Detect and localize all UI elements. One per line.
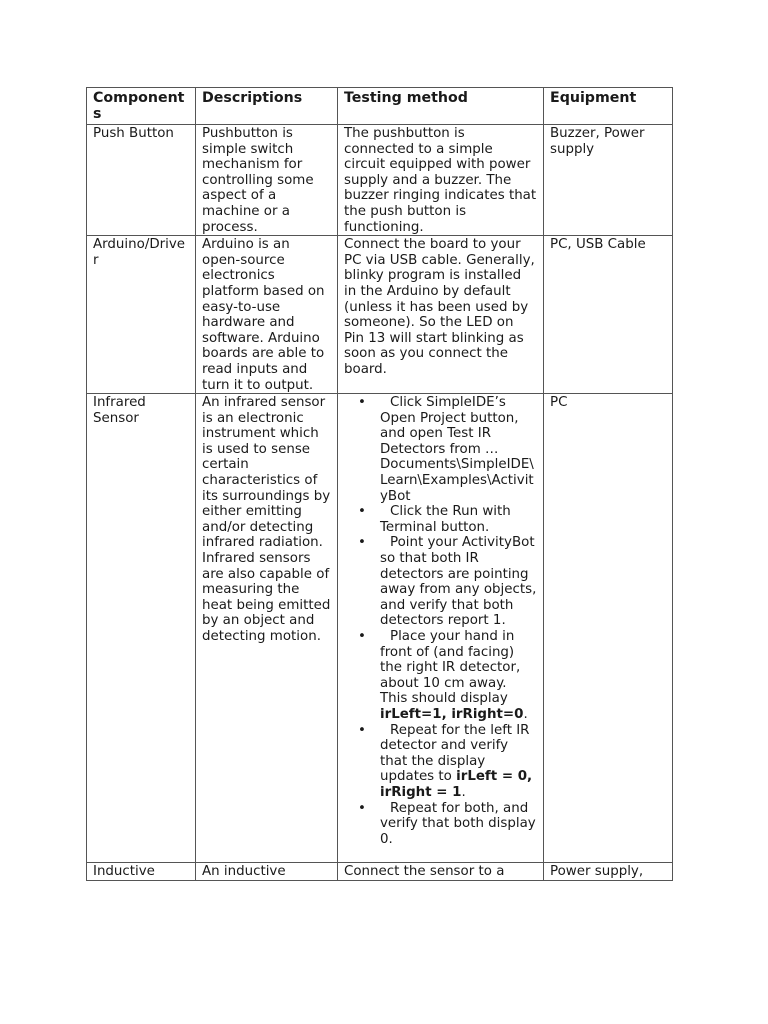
bullet-icon: • xyxy=(358,800,366,816)
step-text-after: . xyxy=(461,784,466,800)
table-header-row xyxy=(87,88,673,125)
cell-equipment: Buzzer, Power supply xyxy=(544,125,673,236)
step-text: Click the Run with Terminal button. xyxy=(380,504,511,535)
list-item xyxy=(344,395,537,504)
table-row xyxy=(87,125,673,236)
components-table xyxy=(86,87,673,881)
table-row xyxy=(87,236,673,394)
step-text: Click SimpleIDE’s Open Project button, and open Test IR Detectors from …Documents\SimpleIDE\Learn\Examples\ActivityBot xyxy=(380,395,534,504)
ir-test-steps-list xyxy=(344,395,537,847)
cell-equipment: PC, USB Cable xyxy=(544,236,673,394)
table-row xyxy=(87,394,673,863)
cell-component: Push Button xyxy=(87,125,196,236)
bullet-icon: • xyxy=(358,395,366,411)
cell-equipment: Power supply, xyxy=(544,863,673,881)
cell-description: Arduino is an open-source electronics platform based on easy-to-use hardware and software. Arduino boards are able to read inputs and turn it to output. xyxy=(196,236,338,394)
cell-description: An infrared sensor is an electronic instrument which is used to sense certain characteristics of its surroundings by either emitting and/or detecting infrared radiation. Infrared sensors are also capable of measuring the heat being emitted by an object and detecting motion. xyxy=(196,394,338,863)
header-testing-method: Testing method xyxy=(338,88,544,125)
spacer xyxy=(344,847,537,862)
list-item xyxy=(344,723,537,801)
cell-equipment: PC xyxy=(544,394,673,863)
step-text: Place your hand in front of (and facing) the right IR detector, about 10 cm away. This should display xyxy=(380,629,521,707)
list-item xyxy=(344,504,537,535)
cell-testing-method xyxy=(338,394,544,863)
bullet-icon: • xyxy=(358,629,366,644)
cell-description: Pushbutton is simple switch mechanism for controlling some aspect of a machine or a process. xyxy=(196,125,338,236)
cell-testing-method: Connect the board to your PC via USB cable. Generally, blinky program is installed in the Arduino by default (unless it has been used by someone). So the LED on Pin 13 will start blinking as soon as you connect the board. xyxy=(338,236,544,394)
table-row xyxy=(87,863,673,881)
cell-testing-method: The pushbutton is connected to a simple circuit equipped with power supply and a buzzer. The buzzer ringing indicates that the push button is functioning. xyxy=(338,125,544,236)
step-bold-value: irLeft=1, irRight=0 xyxy=(380,706,524,722)
step-text: Point your ActivityBot so that both IR detectors are pointing away from any objects, and verify that both detectors report 1. xyxy=(380,535,537,629)
header-descriptions: Descriptions xyxy=(196,88,338,125)
list-item xyxy=(344,535,537,629)
header-components: Components xyxy=(87,88,196,125)
cell-testing-method: Connect the sensor to a xyxy=(338,863,544,881)
bullet-icon: • xyxy=(358,535,366,551)
list-item xyxy=(344,801,537,848)
list-item xyxy=(344,629,537,723)
bullet-icon: • xyxy=(358,504,366,520)
cell-description: An inductive xyxy=(196,863,338,881)
step-text: Repeat for the left IR detector and verify that the display updates to xyxy=(380,722,530,785)
cell-component: Arduino/Driver xyxy=(87,236,196,394)
step-bold-value: irLeft = 0, irRight = 1 xyxy=(380,769,533,800)
step-text: Repeat for both, and verify that both display 0. xyxy=(380,800,536,847)
step-text-after: . xyxy=(523,706,528,722)
cell-component: Infrared Sensor xyxy=(87,394,196,863)
bullet-icon: • xyxy=(358,722,366,738)
cell-component: Inductive xyxy=(87,863,196,881)
header-equipment: Equipment xyxy=(544,88,673,125)
